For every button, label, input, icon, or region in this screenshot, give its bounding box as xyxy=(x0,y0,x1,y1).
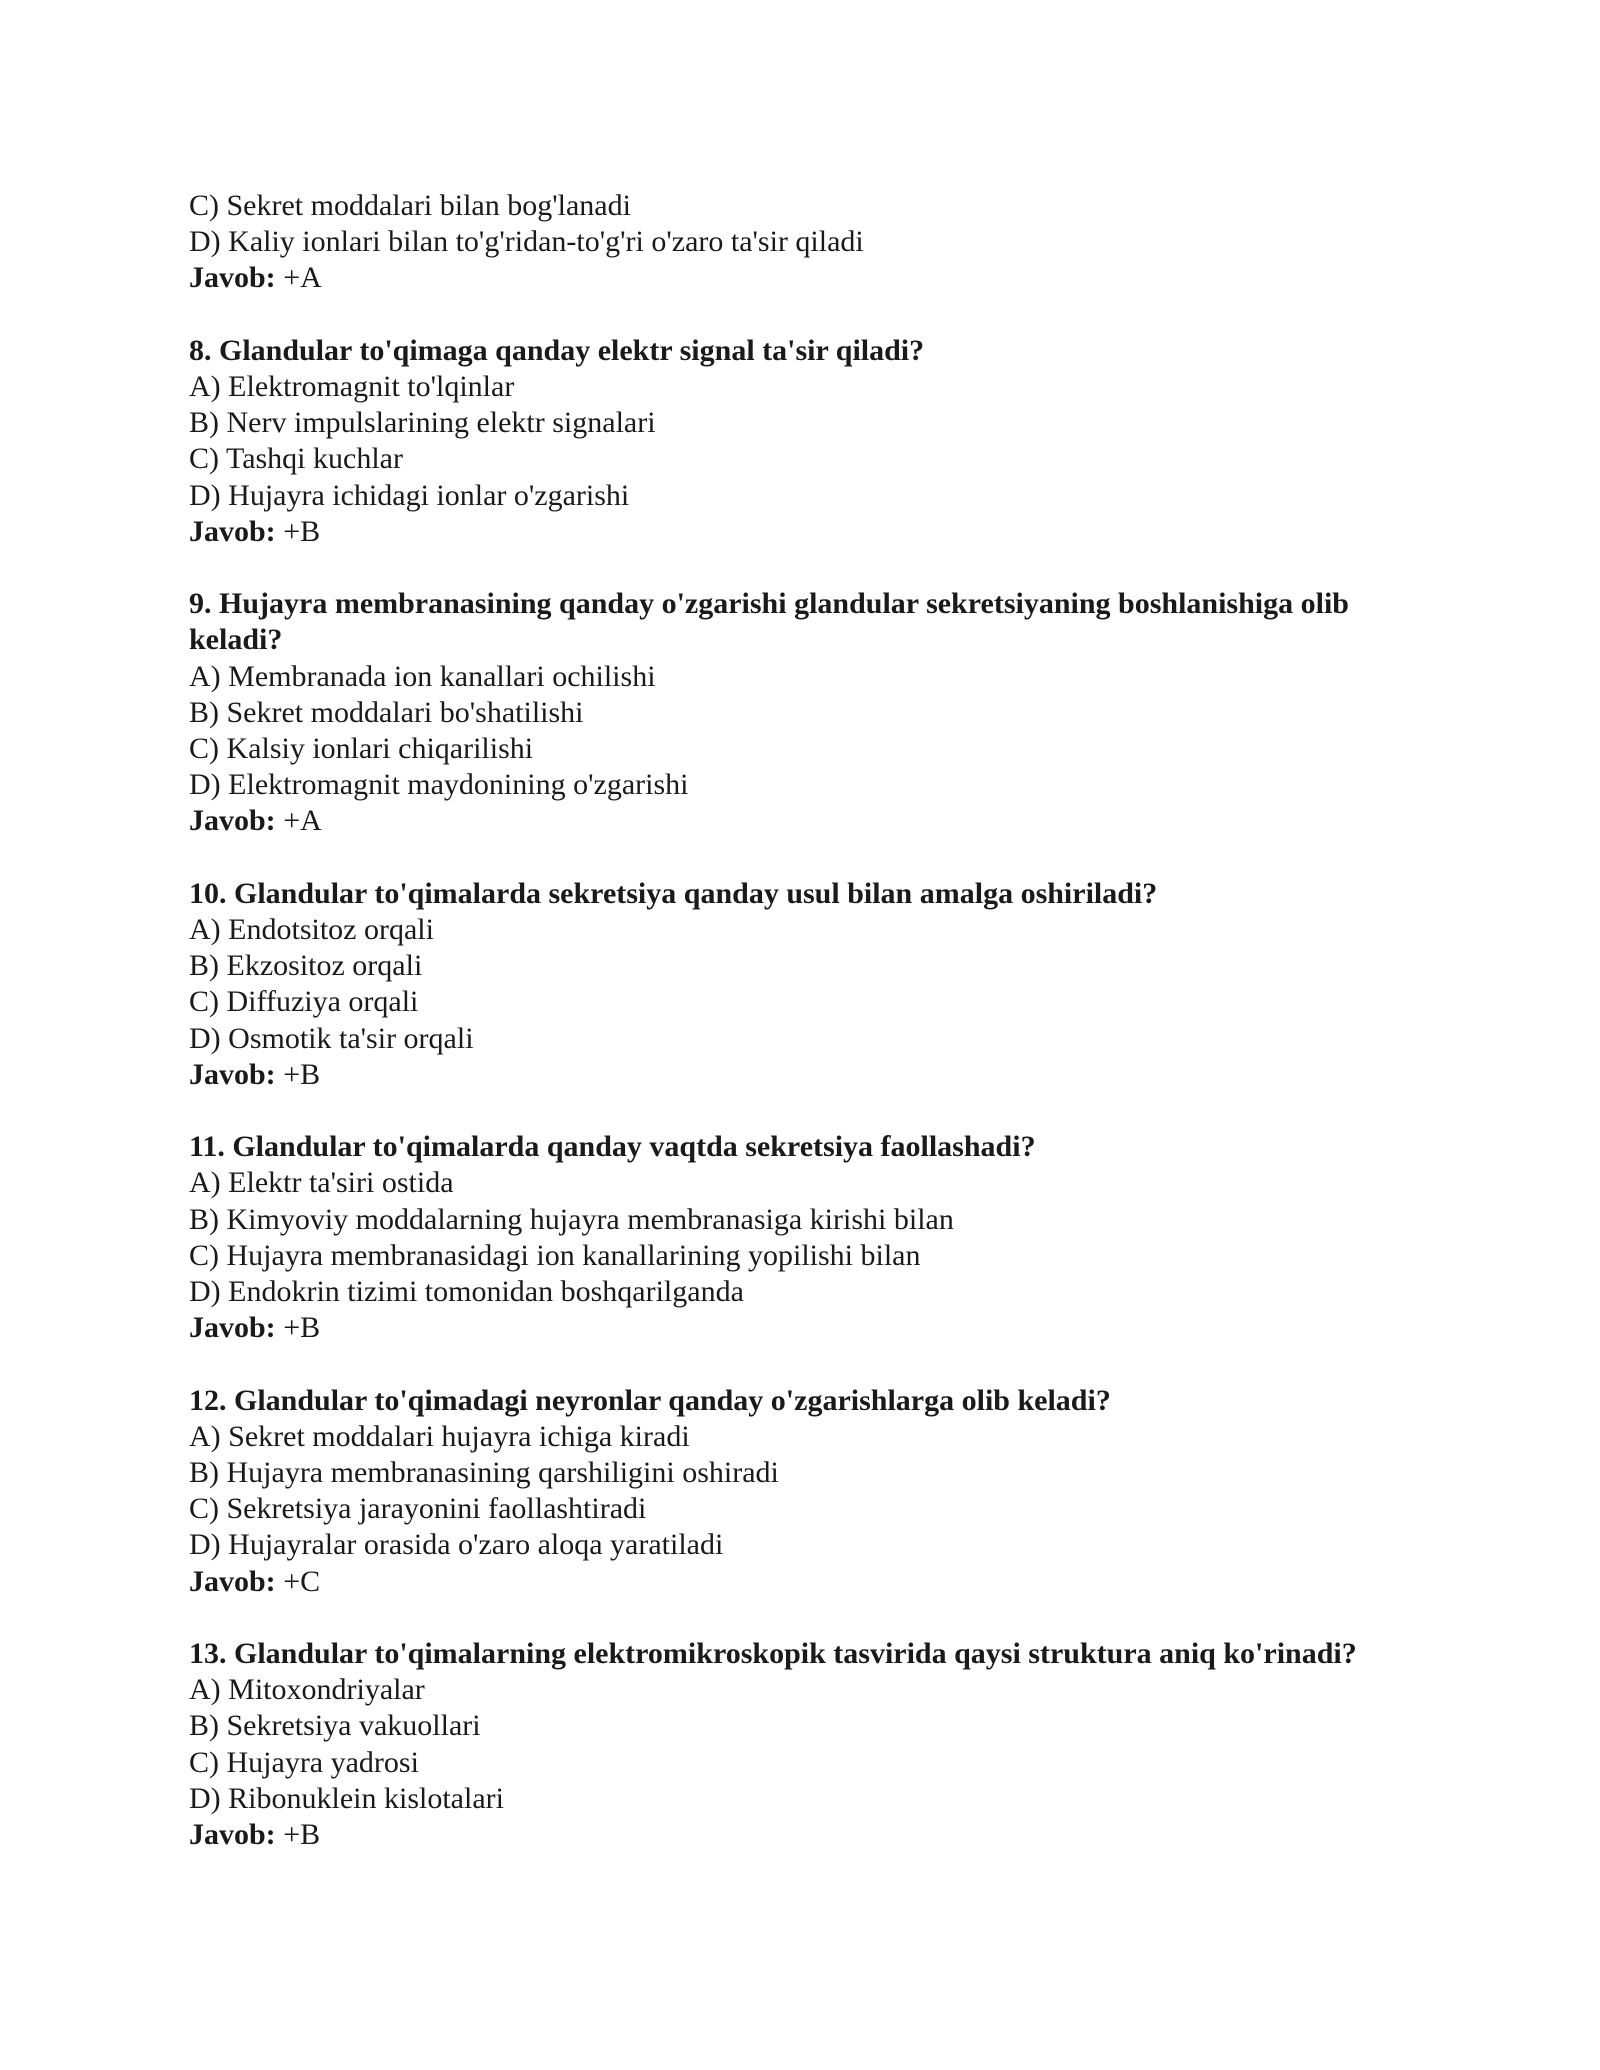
option-b: B) Ekzositoz orqali xyxy=(189,949,423,983)
answer-label: Javob: xyxy=(189,1564,276,1598)
answer-line xyxy=(189,1310,1429,1346)
question-block-12 xyxy=(189,1383,1429,1600)
option-c: C) Sekretsiya jarayonini faollashtiradi xyxy=(189,1492,647,1526)
question-block-continued xyxy=(189,188,1429,297)
question-block-10 xyxy=(189,876,1429,1093)
question-text: 10. Glandular to'qimalarda sekretsiya qanday usul bilan amalga oshiriladi? xyxy=(189,876,1158,910)
option-b: B) Hujayra membranasining qarshiligini oshiradi xyxy=(189,1456,779,1490)
answer-label: Javob: xyxy=(189,261,276,295)
option-d: D) Elektromagnit maydonining o'zgarishi xyxy=(189,768,689,802)
document-page xyxy=(189,188,1429,1853)
option-b: B) Sekret moddalari bo'shatilishi xyxy=(189,695,584,729)
option-d: D) Kaliy ionlari bilan to'g'ridan-to'g'ri o'zaro ta'sir qiladi xyxy=(189,225,864,259)
question-text: 12. Glandular to'qimadagi neyronlar qanday o'zgarishlarga olib keladi? xyxy=(189,1383,1111,1417)
option-a: A) Sekret moddalari hujayra ichiga kiradi xyxy=(189,1419,690,1453)
answer-line xyxy=(189,1564,1429,1600)
option-b: B) Sekretsiya vakuollari xyxy=(189,1709,481,1743)
answer-label: Javob: xyxy=(189,1311,276,1345)
answer-value: +B xyxy=(275,1057,321,1091)
question-block-13 xyxy=(189,1636,1429,1853)
option-c: C) Kalsiy ionlari chiqarilishi xyxy=(189,732,534,766)
option-d: D) Hujayralar orasida o'zaro aloqa yaratiladi xyxy=(189,1528,724,1562)
option-a: A) Elektromagnit to'lqinlar xyxy=(189,370,515,403)
question-text: 11. Glandular to'qimalarda qanday vaqtda sekretsiya faollashadi? xyxy=(189,1130,1036,1164)
option-d: D) Ribonuklein kislotalari xyxy=(189,1781,504,1815)
option-d: D) Hujayra ichidagi ionlar o'zgarishi xyxy=(189,478,630,512)
question-block-9 xyxy=(189,586,1429,839)
option-a: A) Membranada ion kanallari ochilishi xyxy=(189,659,656,693)
answer-label: Javob: xyxy=(189,1818,276,1852)
answer-line xyxy=(189,514,1429,550)
option-b: B) Nerv impulslarining elektr signalari xyxy=(189,406,656,440)
option-d: D) Osmotik ta'sir orqali xyxy=(189,1021,474,1055)
answer-label: Javob: xyxy=(189,1057,276,1091)
answer-value: +A xyxy=(275,261,322,295)
option-c: C) Hujayra membranasidagi ion kanallarining yopilishi bilan xyxy=(189,1238,921,1272)
question-text: 13. Glandular to'qimalarning elektromikroskopik tasvirida qaysi struktura aniq ko'rinadi? xyxy=(189,1637,1357,1671)
question-text: 8. Glandular to'qimaga qanday elektr signal ta'sir qiladi? xyxy=(189,333,925,367)
option-c: C) Hujayra yadrosi xyxy=(189,1745,419,1779)
answer-value: +A xyxy=(275,804,322,838)
answer-value: +B xyxy=(275,514,321,548)
answer-line xyxy=(189,1057,1429,1093)
answer-line xyxy=(189,1817,1429,1853)
question-block-8 xyxy=(189,333,1429,550)
answer-label: Javob: xyxy=(189,804,276,838)
option-c: C) Tashqi kuchlar xyxy=(189,442,403,476)
answer-line xyxy=(189,260,1429,296)
answer-value: +C xyxy=(275,1564,321,1598)
option-b: B) Kimyoviy moddalarning hujayra membranasiga kirishi bilan xyxy=(189,1202,954,1236)
option-c: C) Sekret moddalari bilan bog'lanadi xyxy=(189,189,631,222)
option-a: A) Mitoxondriyalar xyxy=(189,1673,425,1707)
question-text: 9. Hujayra membranasining qanday o'zgarishi glandular sekretsiyaning boshlanishiga olib keladi? xyxy=(189,587,1349,657)
option-c: C) Diffuziya orqali xyxy=(189,985,419,1019)
answer-value: +B xyxy=(275,1311,321,1345)
answer-line xyxy=(189,803,1429,839)
answer-value: +B xyxy=(275,1818,321,1852)
option-a: A) Endotsitoz orqali xyxy=(189,913,434,947)
question-block-11 xyxy=(189,1129,1429,1346)
option-a: A) Elektr ta'siri ostida xyxy=(189,1166,454,1200)
answer-label: Javob: xyxy=(189,514,276,548)
option-d: D) Endokrin tizimi tomonidan boshqarilganda xyxy=(189,1275,744,1309)
